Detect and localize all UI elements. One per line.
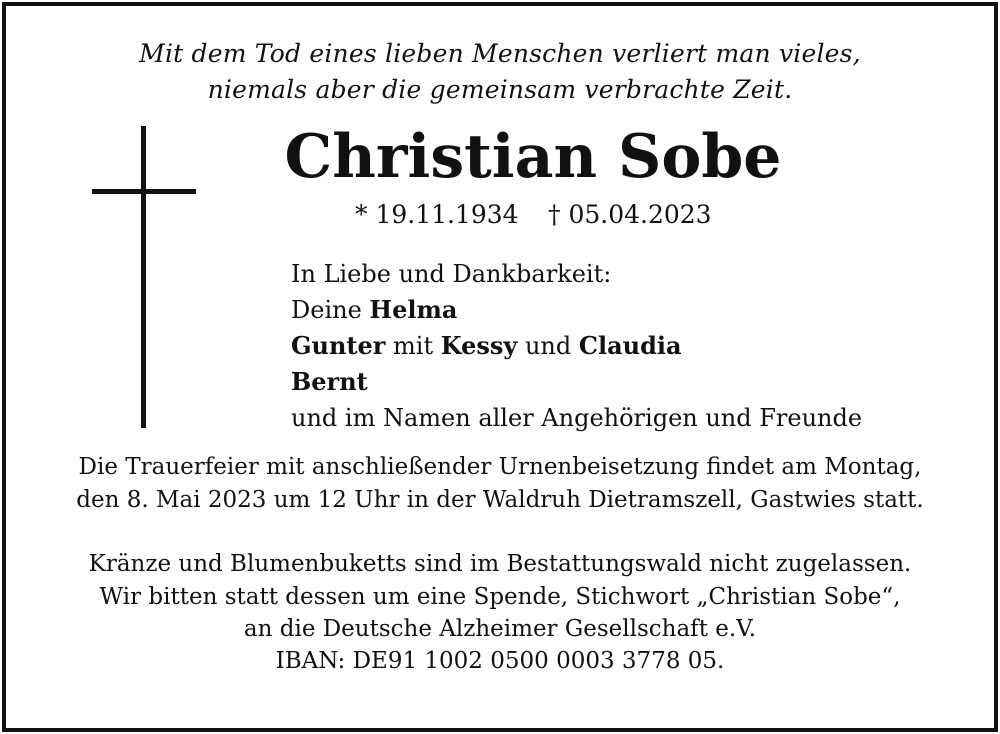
connector-mit: mit [385,332,441,360]
birth-date: * 19.11.1934 [355,200,519,229]
mourners-line-children [291,328,862,364]
donation-iban: IBAN: DE91 1002 0500 0003 3778 05. [275,648,725,674]
mourners-closing: und im Namen aller Angehörigen und Freunde [291,404,863,432]
spouse-prefix: Deine [291,296,370,324]
child-name-1: Gunter [291,331,386,360]
ceremony-line-1: Die Trauerfeier mit anschließender Urnenbeisetzung findet am Montag, [78,454,922,480]
deceased-name: Christian Sobe [284,122,782,192]
ceremony-line-2: den 8. Mai 2023 um 12 Uhr in der Waldruh Dietramszell, Gastwies statt. [76,487,924,513]
death-date: † 05.04.2023 [548,200,712,229]
donation-line-1: Kränze und Blumenbuketts sind im Bestattungswald nicht zugelassen. [88,551,912,577]
latin-cross-icon [141,126,146,428]
child-name-3: Claudia [578,331,682,360]
spouse-name: Helma [369,295,458,324]
mourners-line-bernt [291,364,862,400]
relative-name: Bernt [291,367,368,396]
mourners-intro: In Liebe und Dankbarkeit: [291,260,612,288]
motto-line-1: Mit dem Tod eines lieben Menschen verliert man vieles, [139,39,861,68]
mourners-block [291,256,862,436]
donation-line-2: Wir bitten statt dessen um eine Spende, Stichwort „Christian Sobe“, [99,584,901,610]
mourners-line-spouse [291,292,862,328]
donation-line-3: an die Deutsche Alzheimer Gesellschaft e.V. [243,616,757,642]
cross-bar [92,189,196,194]
motto-line-2: niemals aber die gemeinsam verbrachte Zeit. [207,75,793,104]
connector-und: und [517,332,579,360]
child-name-2: Kessy [440,331,518,360]
